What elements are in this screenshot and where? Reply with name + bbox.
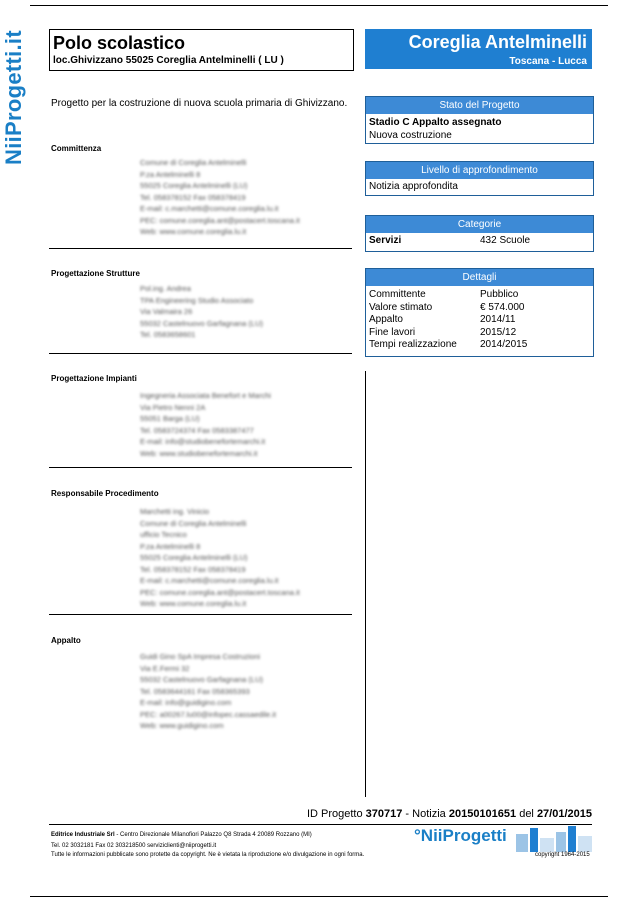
detail-line: Tel. 0583644161 Fax 058365393	[140, 686, 250, 696]
detail-line: Comune di Coreglia Antelminelli	[140, 518, 247, 528]
dettagli-value: 2014/2015	[480, 339, 528, 350]
project-description: Progetto per la costruzione di nuova scuola primaria di Ghivizzano.	[51, 98, 348, 109]
categorie-heading: Categorie	[366, 216, 593, 233]
detail-line: E-mail: info@studiobenefortemarchi.it	[140, 437, 266, 446]
detail-line: Guidi Gino SpA Impresa Costruzioni	[140, 652, 261, 661]
section-committenza-label: Committenza	[51, 144, 102, 153]
region-label: Toscana - Lucca	[509, 56, 587, 67]
section-responsabile-label: Responsabile Procedimento	[51, 489, 159, 498]
detail-line: Via Pietro Nenni 2A	[140, 402, 206, 412]
section-appalto-label: Appalto	[51, 636, 81, 645]
publisher-address: - Centro Direzionale Milanofiori Palazzo Q8 Strada 4 20089 Rozzano (MI)	[114, 832, 312, 838]
notizia-date: 27/01/2015	[536, 808, 592, 820]
project-id-line	[307, 808, 592, 820]
skyline-icon	[516, 826, 592, 852]
section-impianti-label: Progettazione Impianti	[51, 374, 137, 383]
footer-line-1	[51, 832, 312, 838]
date-prefix: del	[516, 808, 537, 820]
section-divider	[49, 614, 352, 615]
detail-line: E-mail: c.marchetti@comune.coreglia.lu.it	[140, 576, 279, 585]
page-title: Polo scolastico	[53, 33, 186, 53]
footer-line-3: Tutte le informazioni pubblicate sono protette da copyright. Ne è vietata la riproduzione e/o divulgazione in ogni forma.	[51, 852, 365, 858]
municipality-box	[365, 29, 592, 69]
detail-line: Web: www.guidigino.com	[140, 721, 224, 730]
title-box	[49, 29, 354, 71]
categorie-value: 432 Scuole	[480, 235, 531, 246]
footer-rule	[49, 824, 592, 825]
detail-line: Web: www.studiobenefortemarchi.it	[140, 448, 258, 458]
categorie-label: Servizi	[369, 235, 402, 246]
section-appalto-details	[140, 651, 276, 732]
detail-line: Web: www.comune.coreglia.lu.it	[140, 599, 247, 608]
detail-line: 55032 Castelnuovo Garfagnana (LU)	[140, 675, 263, 684]
brand-logo: °NiiProgetti	[414, 826, 507, 845]
dettagli-row	[366, 302, 593, 315]
detail-line: Comune di Coreglia Antelminelli	[140, 158, 247, 167]
dettagli-value: 2015/12	[480, 326, 517, 338]
dettagli-value: Pubblico	[480, 289, 519, 300]
detail-line: 55051 Barga (LU)	[140, 414, 200, 423]
top-rule	[30, 5, 608, 6]
dettagli-key: Valore stimato	[369, 301, 433, 313]
bottom-rule	[30, 896, 608, 897]
dettagli-key: Appalto	[369, 314, 403, 325]
detail-line: P.za Antelminelli 8	[140, 541, 201, 551]
notizia-prefix: - Notizia	[402, 808, 449, 820]
detail-line: PEC: comune.coreglia.ant@postacert.toscana.it	[140, 587, 300, 597]
dettagli-row	[366, 327, 593, 340]
stato-box	[365, 96, 594, 144]
livello-value: Notizia approfondita	[369, 181, 458, 192]
section-committenza-details	[140, 157, 300, 238]
categorie-row	[366, 235, 593, 248]
section-divider	[49, 353, 352, 354]
detail-line: Marchetti ing. Vinicio	[140, 507, 210, 516]
stato-stage: Stadio C Appalto assegnato	[369, 117, 502, 128]
section-divider	[49, 467, 352, 468]
section-strutture-details	[140, 283, 263, 341]
footer-line-2: Tel. 02 3032181 Fax 02 303218500 serviziclienti@niiprogetti.it	[51, 843, 217, 849]
dettagli-value: 2014/11	[480, 314, 516, 325]
municipality-name: Coreglia Antelminelli	[408, 32, 587, 52]
detail-line: ufficio Tecnico	[140, 530, 187, 539]
detail-line: Ingegneria Associata Benefort e Marchi	[140, 391, 271, 400]
detail-line: P.za Antelminelli 8	[140, 169, 201, 179]
dettagli-box	[365, 268, 594, 357]
detail-line: Tel. 0583724374 Fax 0583387477	[140, 425, 254, 435]
copyright: copyright 1964-2015	[535, 852, 590, 858]
detail-line: PEC: comune.coreglia.ant@postacert.toscana.it	[140, 215, 300, 225]
dettagli-row	[366, 339, 593, 352]
detail-line: Pol.ing. Andrea	[140, 284, 191, 293]
detail-line: Via Valmaira 26	[140, 307, 193, 316]
detail-line: Tel. 058378152 Fax 058378419	[140, 564, 246, 574]
livello-heading: Livello di approfondimento	[366, 162, 593, 179]
detail-line: Via E.Fermi 32	[140, 663, 190, 673]
detail-line: Tel. 058378152 Fax 058378419	[140, 192, 246, 202]
detail-line: E-mail: c.marchetti@comune.coreglia.lu.it	[140, 204, 279, 213]
dettagli-key: Fine lavori	[369, 326, 416, 338]
dettagli-heading: Dettagli	[366, 269, 593, 286]
side-logo	[0, 30, 34, 172]
detail-line: E-mail: info@guidigino.com	[140, 698, 232, 707]
section-responsabile-details	[140, 506, 300, 610]
publisher-name: Editrice Industriale Srl	[51, 832, 115, 838]
detail-line: 55025 Coreglia Antelminelli (LU)	[140, 181, 248, 190]
dettagli-row	[366, 289, 593, 302]
detail-line: PEC: a00267.lu00@infopec.cassaedile.it	[140, 709, 277, 719]
detail-line: 55025 Coreglia Antelminelli (LU)	[140, 553, 248, 562]
project-address: loc.Ghivizzano 55025 Coreglia Antelminelli ( LU )	[53, 55, 284, 66]
dettagli-row	[366, 314, 593, 327]
detail-line: TPA Engineering Studio Associato	[140, 295, 254, 305]
notizia-id: 20150101651	[448, 808, 517, 820]
stato-note: Nuova costruzione	[369, 129, 452, 141]
section-divider	[49, 248, 352, 249]
detail-line: Tel. 0583658601	[140, 330, 196, 339]
section-strutture-label: Progettazione Strutture	[51, 269, 140, 278]
dettagli-key: Tempi realizzazione	[369, 339, 457, 350]
livello-box	[365, 161, 594, 196]
dettagli-key: Committente	[369, 289, 426, 300]
column-divider	[365, 371, 366, 797]
stato-heading: Stato del Progetto	[366, 97, 593, 114]
categorie-box	[365, 215, 594, 252]
side-logo-text: NiiProgetti.it	[1, 30, 26, 165]
dettagli-value: € 574.000	[480, 301, 525, 313]
detail-line: 55032 Castelnuovo Garfagnana (LU)	[140, 318, 263, 328]
detail-line: Web: www.comune.coreglia.lu.it	[140, 227, 247, 236]
section-impianti-details	[140, 390, 271, 459]
project-id: 370717	[365, 808, 403, 820]
id-prefix: ID Progetto	[306, 808, 366, 820]
